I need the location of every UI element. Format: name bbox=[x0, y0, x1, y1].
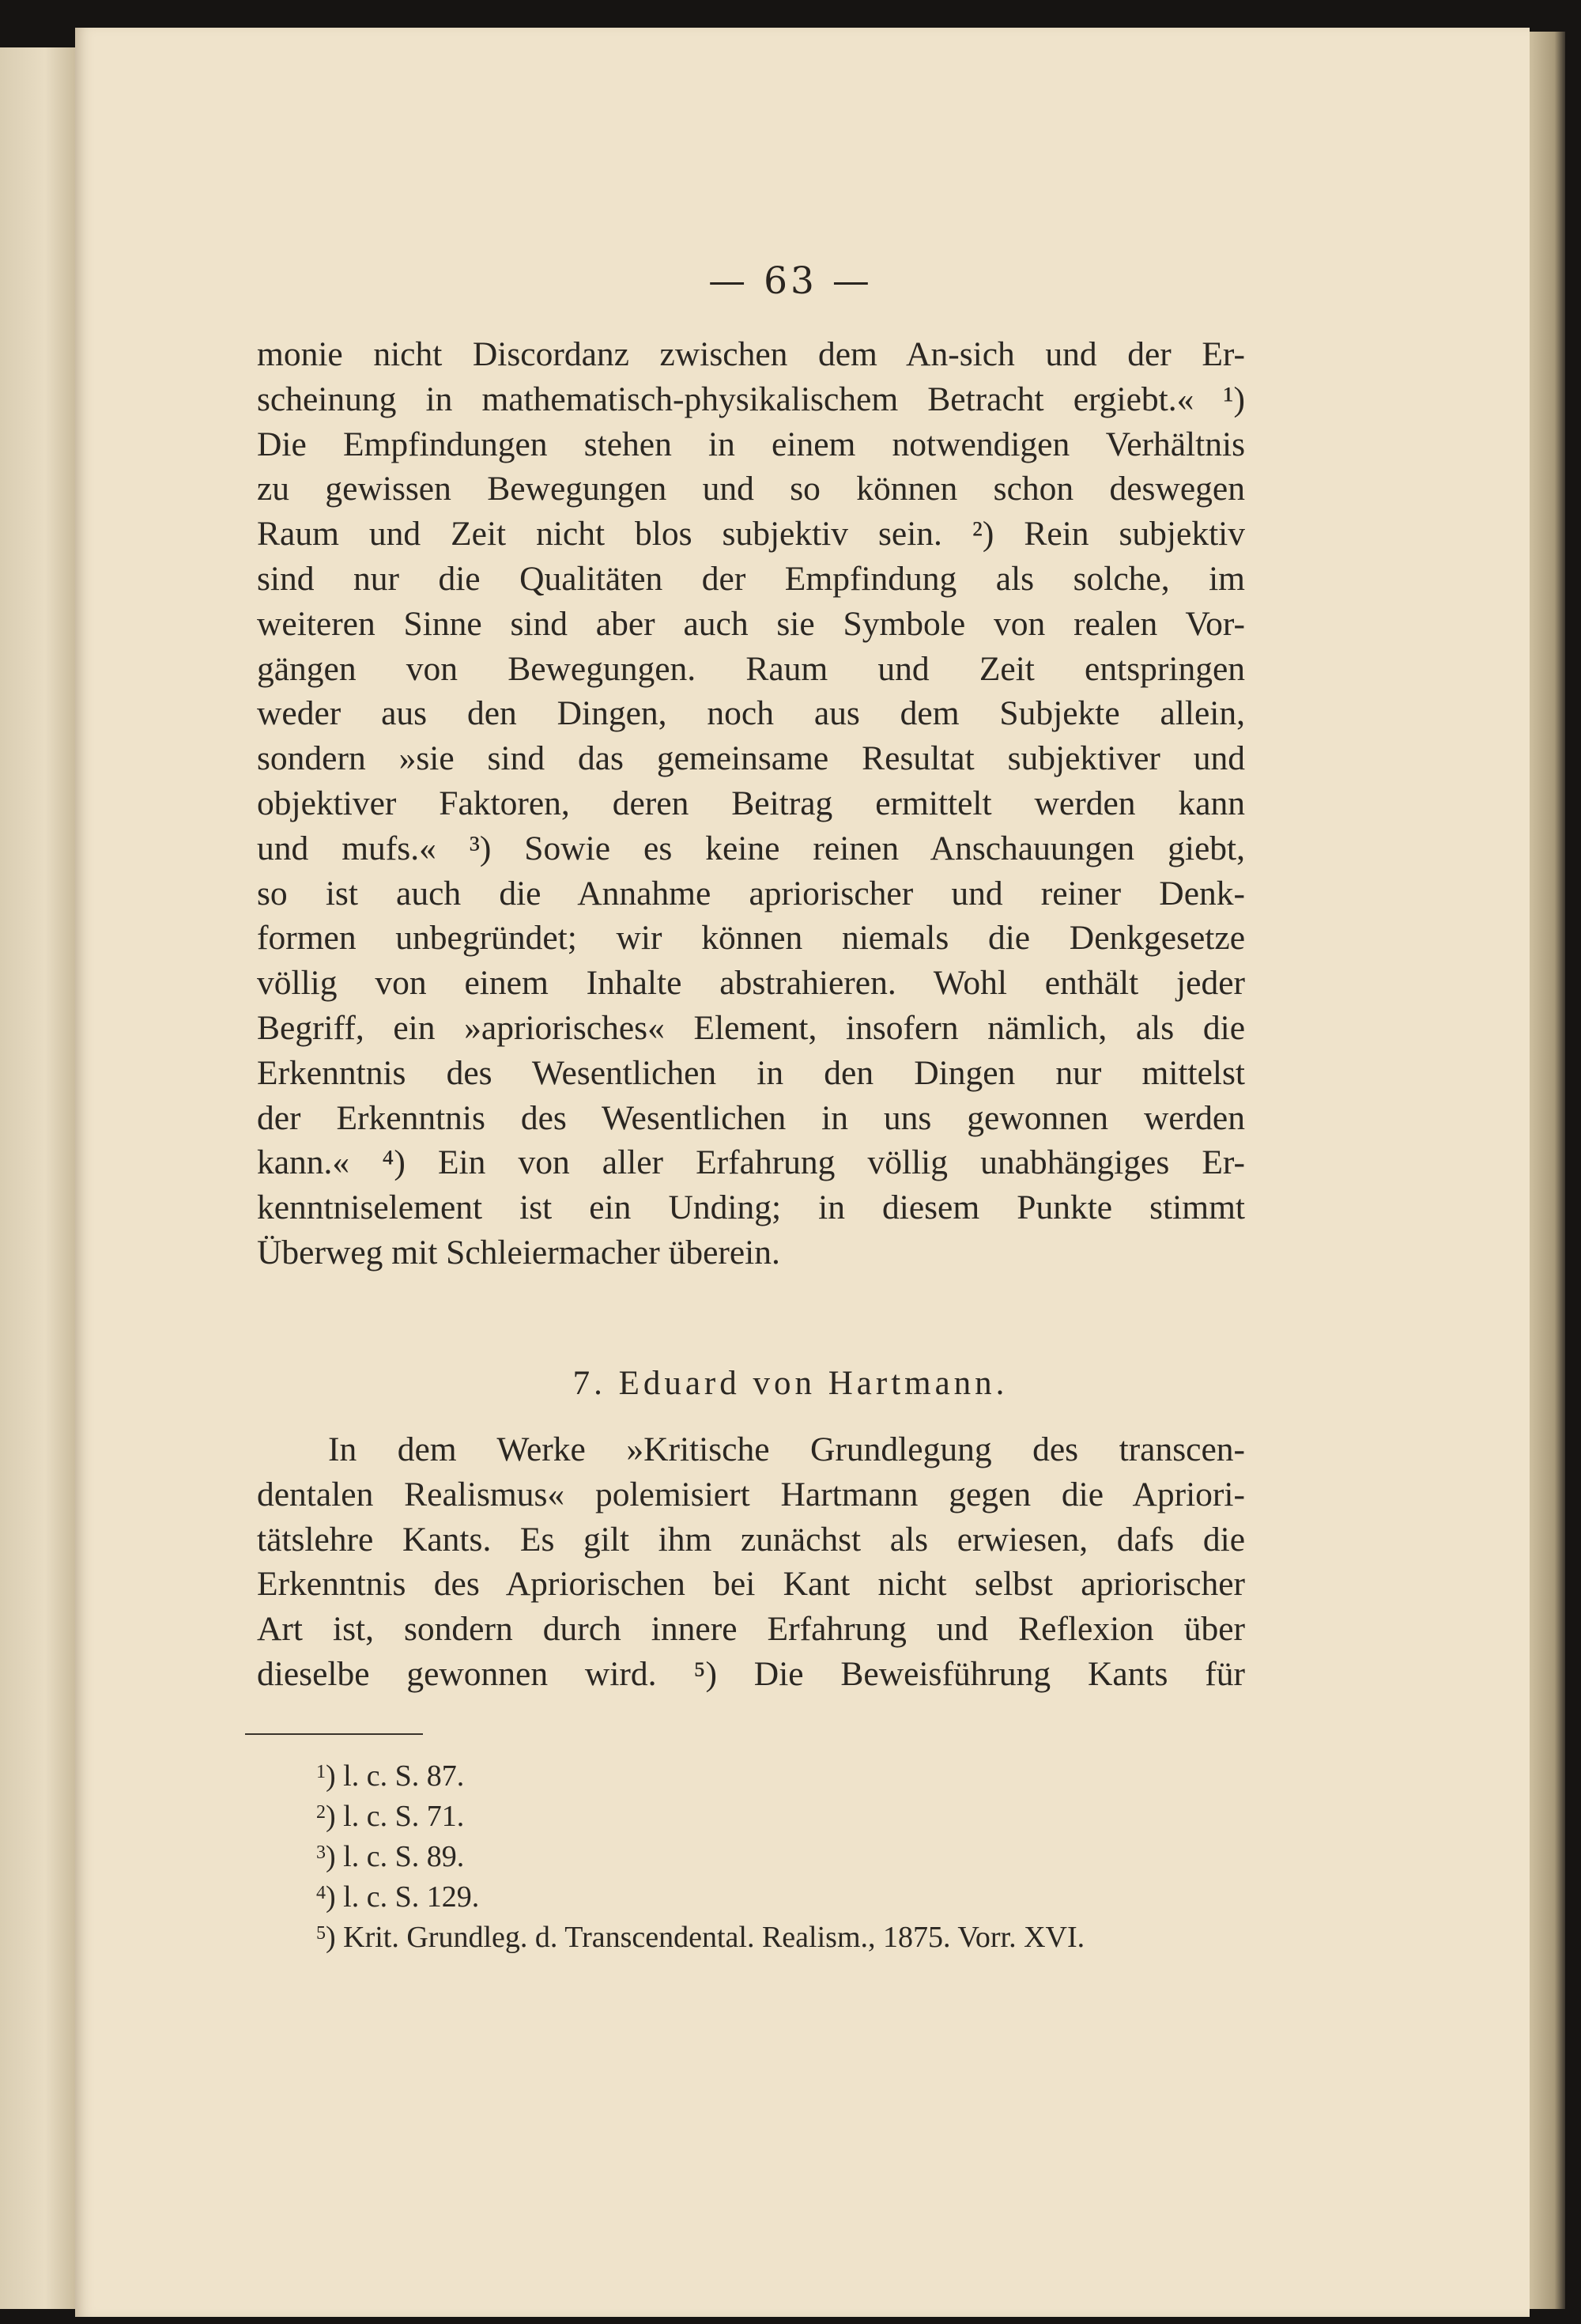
section-heading: 7. Eduard von Hartmann. bbox=[572, 1365, 1009, 1402]
footnote-divider bbox=[245, 1733, 423, 1735]
footnote-mark: 3 bbox=[316, 1842, 326, 1863]
footnote-mark: 1 bbox=[316, 1762, 326, 1782]
footnote-text: ) l. c. S. 87. bbox=[326, 1759, 465, 1793]
text-line: Begriff, ein »apriorisches« Element, insofern nämlich, als die bbox=[257, 1008, 1245, 1047]
text-line: Die Empfindungen stehen in einem notwendigen Verhältnis bbox=[257, 425, 1245, 463]
text-line: kenntniselement ist ein Unding; in diesem Punkte stimmt bbox=[257, 1188, 1245, 1227]
page-stack-edge bbox=[1530, 32, 1565, 2309]
text-line: weiteren Sinne sind aber auch sie Symbole von realen Vor- bbox=[257, 604, 1245, 643]
text-line: Überweg mit Schleiermacher überein. bbox=[257, 1233, 780, 1272]
text-line: formen unbegründet; wir können niemals die Denkgesetze bbox=[257, 919, 1245, 958]
paragraph-1 bbox=[257, 332, 1245, 1275]
text-line: Erkenntnis des Wesentlichen in den Dingen nur mittelst bbox=[257, 1053, 1245, 1092]
footnote-text: ) Krit. Grundleg. d. Transcendental. Realism., 1875. Vorr. XVI. bbox=[326, 1921, 1085, 1954]
footnote bbox=[316, 1915, 1249, 1956]
footnote-text: ) l. c. S. 71. bbox=[326, 1800, 465, 1833]
text-line: und mufs.« ³) Sowie es keine reinen Anschauungen giebt, bbox=[257, 829, 1245, 867]
footnote-mark: 2 bbox=[316, 1802, 326, 1823]
footnote bbox=[316, 1754, 1249, 1794]
text-line: der Erkenntnis des Wesentlichen in uns gewonnen werden bbox=[257, 1098, 1245, 1137]
text-line: scheinung in mathematisch-physikalischem Betracht ergiebt.« ¹) bbox=[257, 380, 1245, 418]
text-line: objektiver Faktoren, deren Beitrag ermittelt werden kann bbox=[257, 784, 1245, 822]
text-line: Raum und Zeit nicht blos subjektiv sein. ²) Rein subjektiv bbox=[257, 515, 1245, 554]
text-line: sondern »sie sind das gemeinsame Resultat subjektiver und bbox=[257, 739, 1245, 778]
paragraph-2 bbox=[257, 1427, 1245, 1697]
text-line: monie nicht Discordanz zwischen dem An-sich und der Er- bbox=[257, 335, 1245, 373]
text-line: völlig von einem Inhalte abstrahieren. Wohl enthält jeder bbox=[257, 964, 1245, 1003]
text-line: In dem Werke »Kritische Grundlegung des transcen- bbox=[328, 1430, 1245, 1468]
text-line: weder aus den Dingen, noch aus dem Subjekte allein, bbox=[257, 694, 1245, 733]
footnote bbox=[316, 1835, 1249, 1875]
text-line: gängen von Bewegungen. Raum und Zeit entspringen bbox=[257, 649, 1245, 688]
text-line: dieselbe gewonnen wird. ⁵) Die Beweisführung Kants für bbox=[257, 1654, 1245, 1693]
footnote-mark: 4 bbox=[316, 1883, 326, 1903]
footnote-text: ) l. c. S. 129. bbox=[326, 1880, 480, 1914]
footnote-mark: 5 bbox=[316, 1923, 326, 1944]
text-line: tätslehre Kants. Es gilt ihm zunächst als erwiesen, dafs die bbox=[257, 1520, 1245, 1559]
page-number: — 63 — bbox=[708, 259, 873, 303]
text-line: so ist auch die Annahme apriorischer und reiner Denk- bbox=[257, 874, 1245, 913]
text-line: sind nur die Qualitäten der Empfindung als solche, im bbox=[257, 559, 1245, 598]
footnote bbox=[316, 1875, 1249, 1915]
text-line: kann.« ⁴) Ein von aller Erfahrung völlig unabhängiges Er- bbox=[257, 1143, 1245, 1182]
text-line: zu gewissen Bewegungen und so können schon deswegen bbox=[257, 470, 1245, 508]
footnotes bbox=[316, 1754, 1249, 1956]
facing-page-edge bbox=[0, 47, 75, 2309]
text-line: dentalen Realismus« polemisiert Hartmann gegen die Apriori- bbox=[257, 1475, 1245, 1513]
text-line: Erkenntnis des Apriorischen bei Kant nicht selbst apriorischer bbox=[257, 1565, 1245, 1604]
footnote bbox=[316, 1794, 1249, 1835]
footnote-text: ) l. c. S. 89. bbox=[326, 1840, 465, 1873]
text-line: Art ist, sondern durch innere Erfahrung und Reflexion über bbox=[257, 1610, 1245, 1649]
